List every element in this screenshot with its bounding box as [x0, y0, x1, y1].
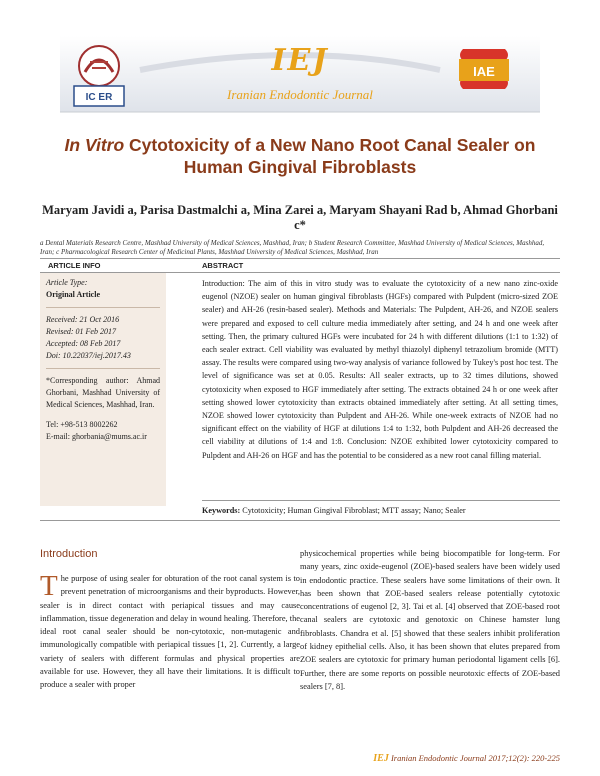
info-divider-2	[46, 368, 160, 369]
article-type-value: Original Article	[46, 290, 100, 299]
article-info-box	[40, 273, 166, 506]
intro-col1-text: he purpose of using sealer for obturation of the root canal system is to prevent penetration of microorganisms and their byproducts. However, sealer is in direct contact with periapical tissues and may cause inflammation, tissue degeneration and delay in wound healing. Therefore, the ideal root canal sealer should be non-cytotoxic, non-mutagenic and immunologically compatible with periapical tissues [1, 2]. Currently, a large variety of sealers with different formulas and physical properties are available for use. However, they all have their limitations. It is difficult to produce a sealer with proper	[40, 574, 300, 690]
abstract-heading: ABSTRACT	[202, 261, 244, 270]
accepted-date: Accepted: 08 Feb 2017	[46, 339, 121, 348]
revised-date: Revised: 01 Feb 2017	[46, 327, 116, 336]
info-divider	[46, 307, 160, 308]
telephone: Tel: +98-513 8002262	[46, 420, 118, 429]
intro-column-2: physicochemical properties while being biocompatible for long-term. For many years, zinc oxide-eugenol (ZOE)-based sealers have been widely used in endodontic practice. These sealers have some limitations of their own. It has been shown that ZOE-based sealers release potentially cytotoxic concentrations of eugenol [2, 3]. Tai et al. [4] observed that ZOE-based root canal sealers are cytotoxic and genotoxic on Chinese hamster lung fibroblasts. Chandra et al. [5] showed that these sealers inhibit proliferation of kidney epithelial cells. Also, it has been shown that elutes prepared from ZOE sealers are cytotoxic for primary human periodontal ligament cells [6]. Further, there are some reports on possible neurotoxic effects of ZOE-based sealers [7, 8].	[300, 549, 560, 691]
right-logo-text: IAE	[473, 64, 495, 79]
left-logo-text: IC ER	[85, 92, 113, 103]
title-italic: In Vitro	[64, 135, 125, 155]
drop-cap: T	[40, 570, 58, 602]
journal-abbreviation: IEJ	[271, 43, 329, 78]
footer-abbr: IEJ	[373, 753, 389, 764]
email: E-mail: ghorbania@mums.ac.ir	[46, 432, 147, 441]
article-title	[40, 134, 560, 178]
introduction-heading: Introduction	[40, 548, 98, 560]
authors: Maryam Javidi a, Parisa Dastmalchi a, Mina Zarei a, Maryam Shayani Rad b, Ahmad Ghorbani c*	[42, 203, 558, 232]
affiliations: a Dental Materials Research Centre, Mashhad University of Medical Sciences, Mashhad, Iran; b Student Research Committee, Mashhad University of Medical Sciences, Mashhad, Iran; c Pharmacological Research Center of Medicinal Plants, Mashhad University of Medical Sciences, Mashhad, Iran	[40, 239, 545, 256]
intro-column-1	[40, 572, 300, 692]
journal-name: Iranian Endodontic Journal	[227, 87, 373, 102]
divider-top	[40, 258, 560, 259]
title-rest: Cytotoxicity of a New Nano Root Canal Sealer on Human Gingival Fibroblasts	[124, 135, 536, 177]
divider-bottom	[40, 520, 560, 521]
icer-logo	[70, 42, 128, 108]
keywords: Cytotoxicity; Human Gingival Fibroblast; MTT assay; Nano; Sealer	[242, 506, 466, 515]
keywords-label: Keywords:	[202, 506, 241, 515]
doi: Doi: 10.22037/iej.2017.43	[46, 351, 131, 360]
footer-citation	[340, 753, 560, 764]
article-type-label: Article Type:	[46, 278, 88, 287]
received-date: Received: 21 Oct 2016	[46, 315, 120, 324]
iae-logo	[453, 45, 515, 105]
divider-keywords	[202, 500, 560, 501]
abstract-text: Introduction: The aim of this in vitro study was to evaluate the cytotoxicity of a new nano zinc-oxide eugenol (NZOE) sealer on human gingival fibroblasts (HGFs) compared with Pulpdent (micro-sized ZOE sealer) and AH-26 (resin-based sealer). Methods and Materials: The Pulpdent, AH-26, and NZOE sealers were prepared and exposed to cell culture media immediately after setting, and 24 h and one week after setting. Then, the primary cultured HGFs were incubated for 24 h with different dilutions (1:1 to 1:32) of each sealer extract. Cell viability was evaluated by methyl thiazolyl diphenyl tetrazolium bromide (MTT) assay. The results were compared using two-way analysis of variance followed by Tukey's post hoc test. The level of significance was set at 0.05. Results: All sealer extracts, up to 32 times dilutions, showed cytotoxicity when exposed to HGF immediately after setting. The extracts obtained 24 h or one week after setting showed lower cytotoxicity than extracts obtained immediately after setting. At all setting times, NZOE showed lower cytotoxicity than Pulpdent and AH-26. While one-week extracts of NZOE had no significant effect on the viability of HGF at dilutions 1:4 to 1:32, both Pulpdent and AH-26 decreased the cell viability at dilutions of 1:4 and 1:8. Conclusion: NZOE exhibited lower cytotoxicity compared to Pulpdent and AH-26 on HGF and has the potential to be considered as a new root canal filling material.	[202, 279, 558, 460]
footer-text: Iranian Endodontic Journal 2017;12(2): 220-225	[390, 753, 560, 763]
article-info-heading: ARTICLE INFO	[48, 261, 101, 270]
keywords-line	[202, 506, 558, 515]
corresponding-author: *Corresponding author: Ahmad Ghorbani, Mashhad University of Medical Sciences, Mashhad, Iran.	[46, 376, 160, 409]
